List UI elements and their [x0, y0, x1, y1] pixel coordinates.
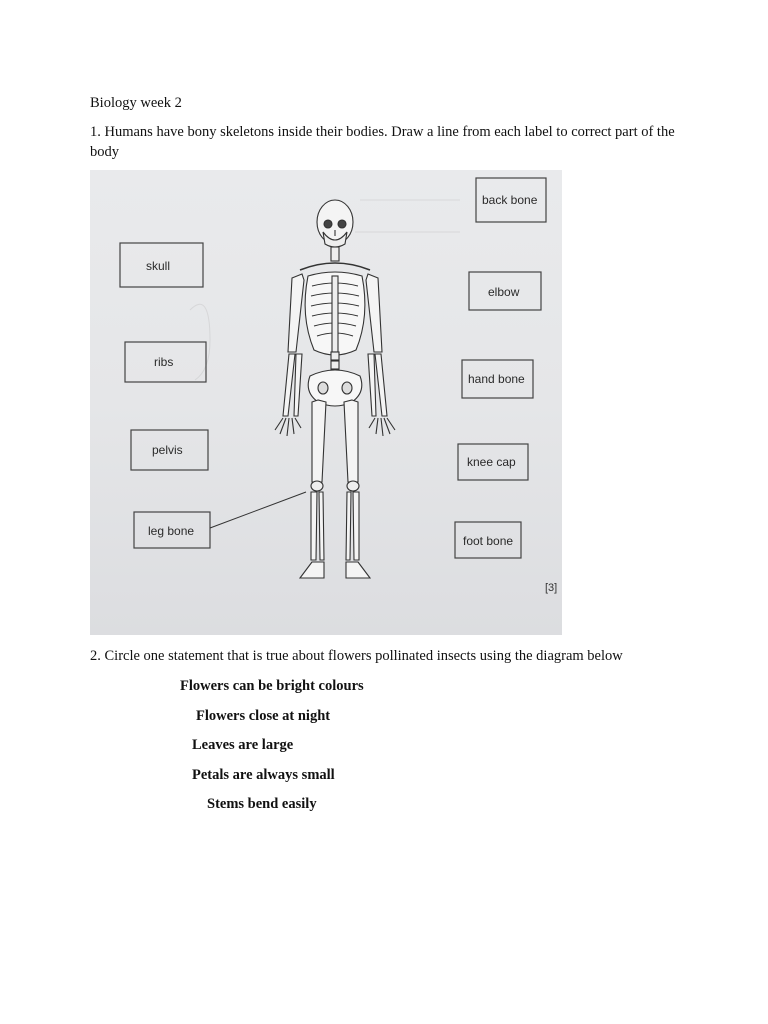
answer-line — [210, 492, 306, 528]
label-knee-cap: knee cap — [467, 455, 516, 469]
label-elbow: elbow — [488, 285, 520, 299]
label-pelvis: pelvis — [152, 443, 183, 457]
page-title: Biology week 2 — [90, 95, 182, 111]
option-leaves-large[interactable]: Leaves are large — [192, 737, 294, 753]
skeleton-diagram — [90, 170, 562, 635]
option-petals-small[interactable]: Petals are always small — [192, 767, 335, 783]
marks-indicator: [3] — [545, 582, 558, 594]
label-leg-bone: leg bone — [148, 524, 195, 538]
label-ribs: ribs — [154, 355, 174, 369]
question-1-text: 1. Humans have bony skeletons inside their bodies. Draw a line from each label to correct part of the body — [90, 124, 675, 160]
question-2-text: 2. Circle one statement that is true about flowers pollinated insects using the diagram below — [90, 648, 623, 664]
skeleton-diagram-photo — [90, 170, 562, 635]
label-foot-bone: foot bone — [463, 534, 514, 548]
option-close-at-night[interactable]: Flowers close at night — [196, 708, 331, 724]
label-hand-bone: hand bone — [468, 372, 525, 386]
label-skull: skull — [146, 259, 171, 273]
option-bright-colours[interactable]: Flowers can be bright colours — [180, 678, 364, 694]
label-back-bone: back bone — [482, 193, 538, 207]
skeleton-figure — [275, 200, 395, 578]
option-stems-bend[interactable]: Stems bend easily — [207, 796, 317, 812]
